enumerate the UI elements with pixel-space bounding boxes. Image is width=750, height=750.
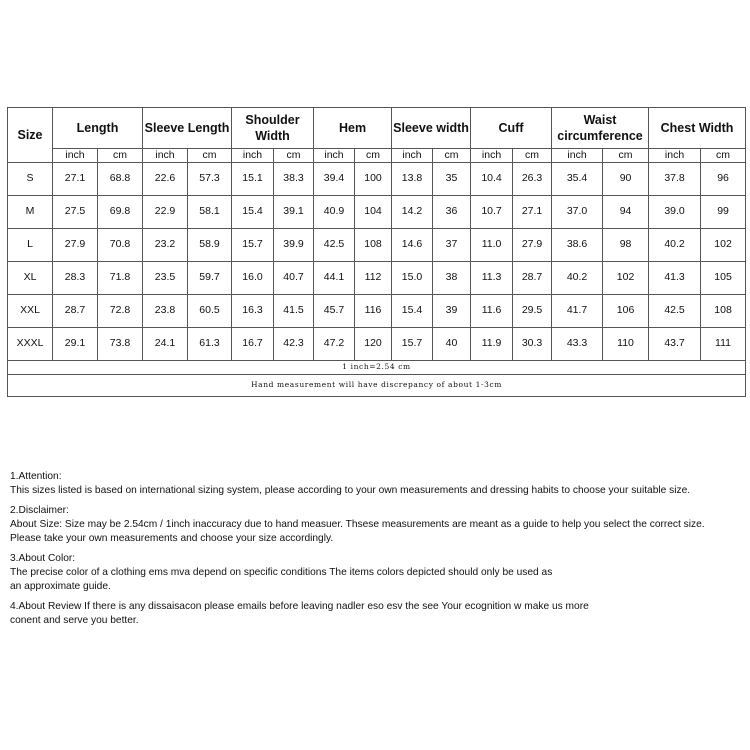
note-line: Please take your own measurements and choose your size accordingly. [10, 533, 334, 544]
measurement-cell: 39.1 [274, 196, 314, 229]
measurement-cell: 27.9 [513, 229, 552, 262]
measurement-cell: 39.4 [314, 163, 355, 196]
measurement-cell: 16.7 [232, 328, 274, 361]
table-row [8, 262, 746, 295]
conversion-note: 1 inch=2.54 cm [8, 361, 746, 375]
measurement-cell: 98 [603, 229, 649, 262]
measurement-cell: 27.1 [513, 196, 552, 229]
measurement-cell: 44.1 [314, 262, 355, 295]
header-cuff: Cuff [471, 108, 552, 149]
measurement-cell: 45.7 [314, 295, 355, 328]
measurement-cell: 23.5 [143, 262, 188, 295]
measurement-cell: 11.6 [471, 295, 513, 328]
size-cell: M [8, 196, 53, 229]
unit-inch: inch [471, 149, 513, 163]
measurement-cell: 26.3 [513, 163, 552, 196]
measurement-cell: 13.8 [392, 163, 433, 196]
measurement-cell: 71.8 [98, 262, 143, 295]
measurement-cell: 28.3 [53, 262, 98, 295]
note-line: About Size: Size may be 2.54cm / 1inch inaccuracy due to hand measuer. Thsese measurements are meant as a guide to help you select the correct size. [10, 519, 705, 530]
note-block [10, 552, 745, 594]
size-cell: XL [8, 262, 53, 295]
unit-inch: inch [232, 149, 274, 163]
note-line: an approximate guide. [10, 581, 111, 592]
header-sleeve-width: Sleeve width [392, 108, 471, 149]
measurement-cell: 94 [603, 196, 649, 229]
measurement-cell: 16.3 [232, 295, 274, 328]
measurement-cell: 35.4 [552, 163, 603, 196]
measurement-cell: 108 [355, 229, 392, 262]
note-line: 4.About Review If there is any dissaisacon please emails before leaving nadler eso esv the see Your ecognition w make us more [10, 601, 589, 612]
size-cell: S [8, 163, 53, 196]
measurement-cell: 43.7 [649, 328, 701, 361]
measurement-cell: 11.9 [471, 328, 513, 361]
measurement-cell: 38 [433, 262, 471, 295]
unit-cm: cm [513, 149, 552, 163]
measurement-cell: 39.0 [649, 196, 701, 229]
measurement-cell: 96 [701, 163, 746, 196]
unit-cm: cm [188, 149, 232, 163]
measurement-cell: 40.7 [274, 262, 314, 295]
measurement-cell: 38.6 [552, 229, 603, 262]
header-waist-circumference: Waist circumference [552, 108, 649, 149]
measurement-cell: 69.8 [98, 196, 143, 229]
measurement-cell: 28.7 [513, 262, 552, 295]
measurement-cell: 11.0 [471, 229, 513, 262]
measurement-cell: 22.9 [143, 196, 188, 229]
measurement-cell: 37 [433, 229, 471, 262]
measurement-cell: 28.7 [53, 295, 98, 328]
note-block [10, 470, 745, 498]
header-chest-width: Chest Width [649, 108, 746, 149]
measurement-cell: 102 [701, 229, 746, 262]
unit-row [8, 149, 746, 163]
measurement-cell: 42.5 [314, 229, 355, 262]
note-title: 1.Attention: [10, 471, 62, 482]
unit-cm: cm [603, 149, 649, 163]
header-length: Length [53, 108, 143, 149]
measurement-cell: 40.9 [314, 196, 355, 229]
header-row [8, 108, 746, 149]
measurement-cell: 111 [701, 328, 746, 361]
size-chart-table [7, 107, 746, 397]
measurement-cell: 99 [701, 196, 746, 229]
measurement-cell: 108 [701, 295, 746, 328]
size-cell: XXXL [8, 328, 53, 361]
measurement-cell: 14.6 [392, 229, 433, 262]
measurement-cell: 15.0 [392, 262, 433, 295]
measurement-cell: 59.7 [188, 262, 232, 295]
note-title: 3.About Color: [10, 553, 76, 564]
unit-inch: inch [552, 149, 603, 163]
measurement-cell: 72.8 [98, 295, 143, 328]
measurement-cell: 73.8 [98, 328, 143, 361]
discrepancy-note-row [8, 375, 746, 397]
unit-inch: inch [53, 149, 98, 163]
measurement-cell: 27.1 [53, 163, 98, 196]
measurement-cell: 112 [355, 262, 392, 295]
measurement-cell: 106 [603, 295, 649, 328]
measurement-cell: 40.2 [649, 229, 701, 262]
measurement-cell: 16.0 [232, 262, 274, 295]
header-hem: Hem [314, 108, 392, 149]
measurement-cell: 24.1 [143, 328, 188, 361]
notes-section [10, 470, 745, 634]
measurement-cell: 42.3 [274, 328, 314, 361]
table-row [8, 196, 746, 229]
measurement-cell: 105 [701, 262, 746, 295]
measurement-cell: 57.3 [188, 163, 232, 196]
note-block [10, 504, 745, 546]
note-block [10, 600, 745, 628]
measurement-cell: 41.7 [552, 295, 603, 328]
unit-inch: inch [143, 149, 188, 163]
measurement-cell: 36 [433, 196, 471, 229]
measurement-cell: 104 [355, 196, 392, 229]
table-row [8, 163, 746, 196]
note-line: This sizes listed is based on international sizing system, please according to your own measurements and dressing habits to choose your suitable size. [10, 485, 691, 496]
measurement-cell: 100 [355, 163, 392, 196]
measurement-cell: 10.4 [471, 163, 513, 196]
measurement-cell: 110 [603, 328, 649, 361]
measurement-cell: 41.5 [274, 295, 314, 328]
measurement-cell: 35 [433, 163, 471, 196]
unit-inch: inch [314, 149, 355, 163]
conversion-note-row [8, 361, 746, 375]
table-row [8, 295, 746, 328]
unit-cm: cm [701, 149, 746, 163]
measurement-cell: 23.8 [143, 295, 188, 328]
measurement-cell: 102 [603, 262, 649, 295]
measurement-cell: 11.3 [471, 262, 513, 295]
measurement-cell: 61.3 [188, 328, 232, 361]
note-title: 2.Disclaimer: [10, 505, 69, 516]
unit-inch: inch [392, 149, 433, 163]
note-line: The precise color of a clothing ems mva depend on specific conditions The items colors depicted should only be used as [10, 567, 553, 578]
table-row [8, 328, 746, 361]
measurement-cell: 58.9 [188, 229, 232, 262]
measurement-cell: 15.1 [232, 163, 274, 196]
measurement-cell: 29.5 [513, 295, 552, 328]
measurement-cell: 42.5 [649, 295, 701, 328]
measurement-cell: 15.4 [392, 295, 433, 328]
unit-cm: cm [355, 149, 392, 163]
unit-cm: cm [98, 149, 143, 163]
measurement-cell: 15.4 [232, 196, 274, 229]
measurement-cell: 14.2 [392, 196, 433, 229]
note-line: conent and serve you better. [10, 615, 139, 626]
measurement-cell: 22.6 [143, 163, 188, 196]
measurement-cell: 40 [433, 328, 471, 361]
measurement-cell: 43.3 [552, 328, 603, 361]
measurement-cell: 15.7 [392, 328, 433, 361]
unit-inch: inch [649, 149, 701, 163]
measurement-cell: 30.3 [513, 328, 552, 361]
measurement-cell: 60.5 [188, 295, 232, 328]
measurement-cell: 27.9 [53, 229, 98, 262]
measurement-cell: 29.1 [53, 328, 98, 361]
measurement-cell: 47.2 [314, 328, 355, 361]
measurement-cell: 40.2 [552, 262, 603, 295]
measurement-cell: 70.8 [98, 229, 143, 262]
measurement-cell: 37.8 [649, 163, 701, 196]
table-row [8, 229, 746, 262]
discrepancy-note: Hand measurement will have discrepancy of about 1-3cm [8, 375, 746, 397]
measurement-cell: 27.5 [53, 196, 98, 229]
measurement-cell: 39.9 [274, 229, 314, 262]
size-cell: XXL [8, 295, 53, 328]
unit-cm: cm [433, 149, 471, 163]
measurement-cell: 15.7 [232, 229, 274, 262]
measurement-cell: 90 [603, 163, 649, 196]
size-cell: L [8, 229, 53, 262]
measurement-cell: 10.7 [471, 196, 513, 229]
measurement-cell: 37.0 [552, 196, 603, 229]
measurement-cell: 41.3 [649, 262, 701, 295]
measurement-cell: 23.2 [143, 229, 188, 262]
header-size: Size [8, 108, 53, 163]
measurement-cell: 39 [433, 295, 471, 328]
unit-cm: cm [274, 149, 314, 163]
measurement-cell: 38.3 [274, 163, 314, 196]
header-sleeve-length: Sleeve Length [143, 108, 232, 149]
measurement-cell: 58.1 [188, 196, 232, 229]
header-shoulder-width: Shoulder Width [232, 108, 314, 149]
measurement-cell: 120 [355, 328, 392, 361]
measurement-cell: 68.8 [98, 163, 143, 196]
measurement-cell: 116 [355, 295, 392, 328]
